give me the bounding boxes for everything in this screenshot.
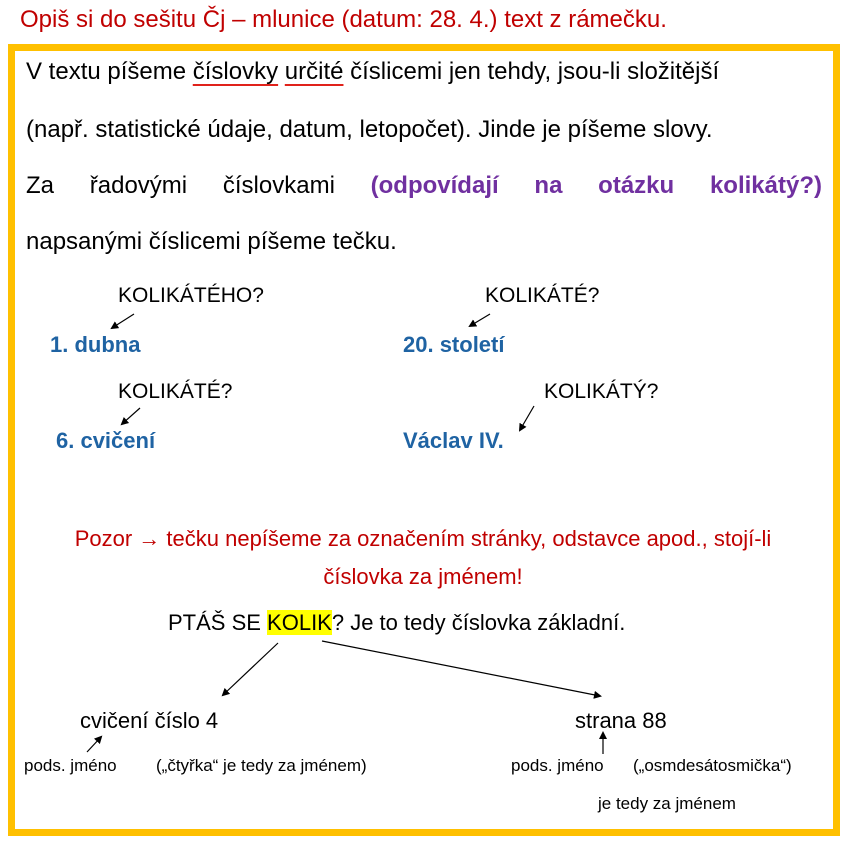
purple-word: na — [534, 172, 563, 199]
right-example-phrase: strana 88 — [575, 708, 667, 733]
kolik-before: PTÁŠ SE — [168, 610, 261, 635]
arrow — [470, 314, 490, 326]
purple-word: kolikátý?) — [709, 172, 822, 199]
purple-word: otázku — [598, 172, 675, 199]
line1-end: číslicemi jen tehdy, jsou-li složitější — [350, 58, 720, 85]
purple-word: (odpovídají — [370, 172, 499, 199]
example-question: KOLIKÁTÉHO? — [118, 284, 264, 307]
warning-line-1: Pozor → tečku nepíšeme za označením stránky, odstavce apod., stojí-li — [74, 526, 772, 551]
kolik-highlight: KOLIK — [267, 610, 332, 635]
page-heading: Opiš si do sešitu Čj – mlunice (datum: 28. 4.) text z rámečku. — [20, 6, 667, 33]
right-noun-label: pods. jméno — [511, 756, 604, 775]
example-question: KOLIKÁTÉ? — [118, 380, 233, 403]
word: Za — [26, 172, 55, 199]
arrow — [87, 737, 101, 752]
underlined-urcite: určité — [284, 58, 344, 85]
left-noun-label: pods. jméno — [24, 756, 117, 775]
left-example-phrase: cvičení číslo 4 — [80, 708, 219, 733]
arrow — [122, 408, 140, 424]
right-note: („osmdesátosmička“) — [633, 756, 792, 775]
arrow — [322, 641, 600, 696]
left-note: („čtyřka“ je tedy za jménem) — [156, 756, 367, 775]
right-note-2: je tedy za jménem — [598, 794, 736, 813]
word: řadovými — [89, 172, 188, 199]
example-question: KOLIKÁTÉ? — [485, 284, 600, 307]
example-answer: 1. dubna — [50, 332, 141, 357]
underlined-cislovky: číslovky — [192, 58, 279, 85]
line1-start: V textu píšeme — [26, 58, 187, 85]
word: číslovkami — [222, 172, 335, 199]
example-answer: 6. cvičení — [56, 428, 156, 453]
example-answer: Václav IV. — [403, 428, 504, 453]
example-question: KOLIKÁTÝ? — [544, 380, 659, 403]
warning-line-2: číslovka za jménem! — [323, 564, 523, 589]
example-answer: 20. století — [403, 332, 505, 357]
paragraph-line-2: (např. statistické údaje, datum, letopočet). Jinde je píšeme slovy. — [26, 116, 713, 143]
arrow — [223, 643, 278, 695]
kolik-after: ? Je to tedy číslovka základní. — [331, 610, 626, 635]
arrow — [520, 406, 534, 430]
arrow — [112, 314, 134, 328]
paragraph-line-4: napsanými číslicemi píšeme tečku. — [26, 228, 397, 255]
